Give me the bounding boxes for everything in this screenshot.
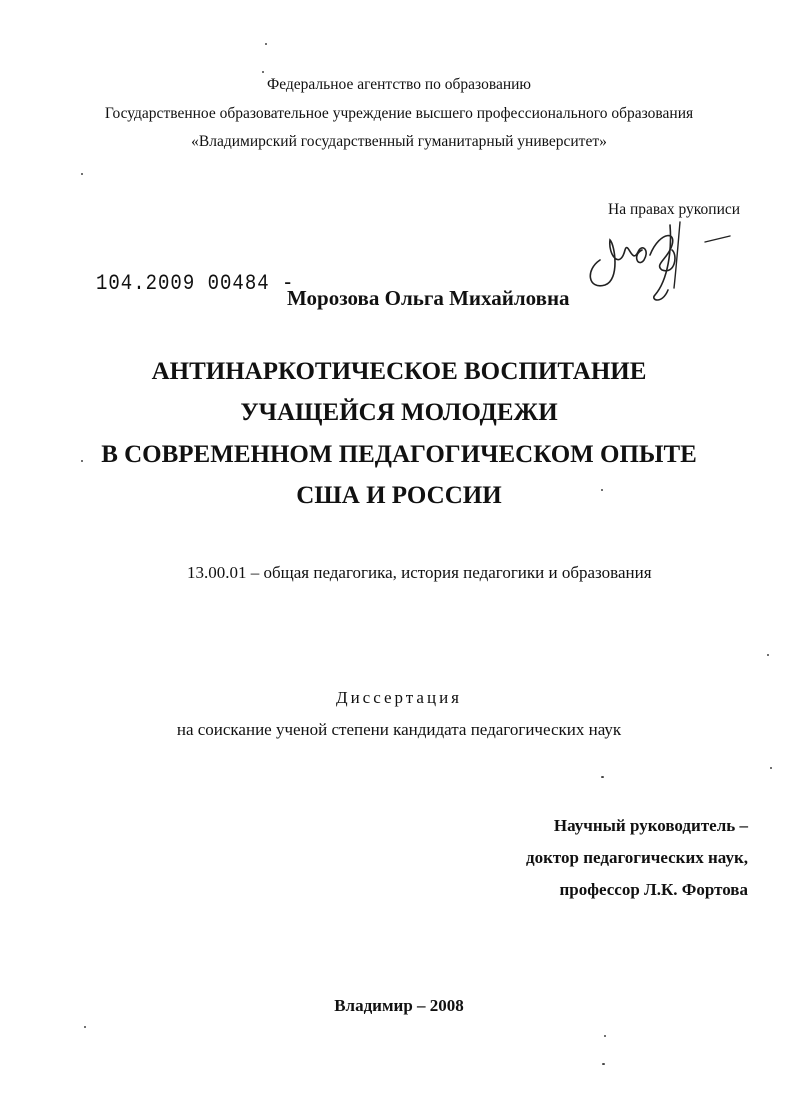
title-line: В СОВРЕМЕННОМ ПЕДАГОГИЧЕСКОМ ОПЫТЕ	[101, 441, 697, 468]
supervisor-name: профессор Л.К. Фортова	[559, 880, 748, 899]
city-year: Владимир – 2008	[334, 996, 464, 1015]
scan-speck	[81, 460, 83, 462]
signature-image	[580, 210, 740, 320]
scan-speck	[601, 489, 603, 491]
agency-name: Федеральное агентство по образованию	[266, 76, 532, 93]
scan-speck	[602, 1063, 605, 1065]
title-line: США И РОССИИ	[296, 482, 502, 509]
scan-speck	[767, 654, 769, 656]
registration-number: 104.2009 00484 -	[96, 270, 295, 296]
scan-speck	[604, 1035, 606, 1037]
scan-speck	[81, 173, 83, 175]
supervisor-role: Научный руководитель –	[553, 816, 748, 835]
specialty-code: 13.00.01 – общая педагогика, история педагогики и образования	[187, 563, 652, 582]
scan-speck	[84, 1026, 86, 1028]
university-name: «Владимирский государственный гуманитарный университет»	[191, 133, 607, 150]
scan-speck	[265, 43, 267, 45]
scan-speck	[770, 767, 772, 769]
scan-speck	[601, 776, 604, 778]
title-line: АНТИНАРКОТИЧЕСКОЕ ВОСПИТАНИЕ	[151, 358, 647, 385]
scan-speck	[262, 71, 264, 73]
institution-name: Государственное образовательное учреждение высшего профессионального образования	[104, 105, 694, 122]
author-name: Морозова Ольга Михайловна	[287, 286, 570, 310]
manuscript-note: На правах рукописи	[608, 201, 741, 218]
degree-statement: на соискание ученой степени кандидата педагогических наук	[176, 720, 622, 739]
work-type: Диссертация	[335, 688, 462, 707]
title-line: УЧАЩЕЙСЯ МОЛОДЕЖИ	[240, 399, 558, 426]
supervisor-degree: доктор педагогических наук,	[526, 848, 748, 867]
